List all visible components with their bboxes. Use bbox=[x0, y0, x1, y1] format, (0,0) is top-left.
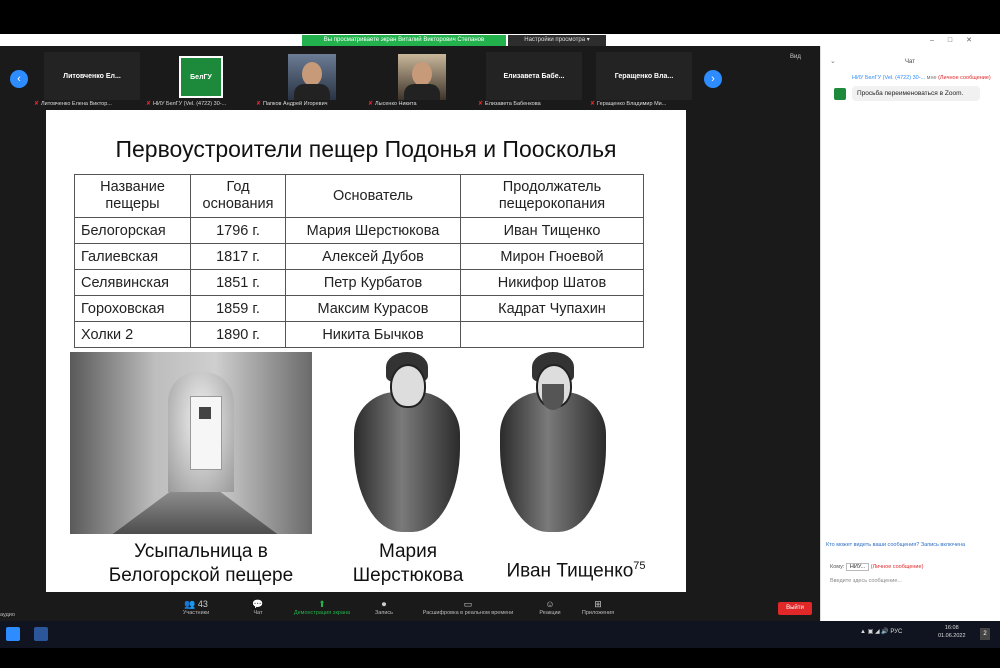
participant-logo-tile[interactable]: БелГУ bbox=[179, 56, 223, 98]
mic-off-icon: ✘ bbox=[590, 101, 596, 107]
cave-name: Галиевская bbox=[75, 244, 191, 270]
bottom-border bbox=[0, 648, 1000, 668]
founder: Никита Бычков bbox=[286, 322, 461, 348]
strip-prev-arrow-icon[interactable]: ‹ bbox=[10, 70, 28, 88]
audio-button[interactable]: аудио bbox=[0, 612, 15, 618]
founder: Алексей Дубов bbox=[286, 244, 461, 270]
ivan-caption: Иван Тищенко$^{75}$ bbox=[506, 560, 646, 582]
cc-icon: ▭ bbox=[463, 599, 473, 609]
cave-name: Холки 2 bbox=[75, 322, 191, 348]
maria-caption: Мария Шерстюкова bbox=[352, 541, 464, 586]
participant-tile[interactable]: Литовченко Ел... bbox=[44, 52, 140, 100]
apps-button[interactable]: ⊞ Приложения bbox=[566, 598, 630, 616]
mic-off-icon: ✘ bbox=[478, 101, 484, 107]
participants-icon: 👥 43 bbox=[184, 599, 208, 609]
reactions-icon: ☺ bbox=[545, 599, 555, 609]
founding-year: 1890 г. bbox=[191, 322, 286, 348]
notifications-icon[interactable]: 2 bbox=[980, 628, 990, 640]
chat-visibility-notice[interactable]: Кто может видеть ваши сообщения? Запись включена bbox=[826, 542, 966, 548]
screen-share-banner bbox=[0, 0, 1000, 34]
participant-name: ✘ Геращенко Владимир Ми... bbox=[590, 101, 667, 107]
message-meta: НИУ БелГУ (Vel. (4722) 30-... мне (Личное сообщение) bbox=[852, 75, 991, 81]
word-taskbar-icon[interactable] bbox=[34, 627, 48, 641]
chat-panel bbox=[820, 46, 1000, 621]
leave-button[interactable]: Выйти bbox=[778, 602, 812, 615]
system-tray[interactable]: ▲ ▣ ◢ 🔊 РУС bbox=[860, 629, 903, 635]
zoom-taskbar-icon[interactable] bbox=[6, 627, 20, 641]
table-row bbox=[75, 322, 644, 348]
slide-page-number: 75 bbox=[633, 560, 646, 572]
mic-off-icon: ✘ bbox=[256, 101, 262, 107]
cave-name: Селявинская bbox=[75, 270, 191, 296]
chat-icon: 💬 bbox=[252, 599, 264, 609]
maria-portrait bbox=[346, 352, 468, 534]
apps-icon: ⊞ bbox=[594, 599, 602, 609]
chat-title: Чат bbox=[905, 59, 915, 65]
chat-recipient-row: Кому: НИУ... (Личное сообщение) bbox=[830, 564, 924, 570]
table-row bbox=[75, 218, 644, 244]
live-transcript-button[interactable]: ▭ Расшифровка в реальном времени bbox=[420, 598, 516, 616]
chat-message: Просьба переименоваться в Zoom. bbox=[852, 86, 980, 101]
founder: Максим Курасов bbox=[286, 296, 461, 322]
participant-tile[interactable]: Геращенко Вла... bbox=[596, 52, 692, 100]
mic-off-icon: ✘ bbox=[368, 101, 374, 107]
founding-year: 1817 г. bbox=[191, 244, 286, 270]
caves-table bbox=[74, 174, 644, 348]
crypt-photo bbox=[70, 352, 312, 534]
successor: Иван Тищенко bbox=[461, 218, 644, 244]
cave-name: Гороховская bbox=[75, 296, 191, 322]
participant-name: ✘ Папков Андрей Игоревич bbox=[256, 101, 328, 107]
participant-video-tile[interactable] bbox=[398, 54, 446, 100]
successor: Мирон Гноевой bbox=[461, 244, 644, 270]
chat-input[interactable]: Введите здесь сообщение... bbox=[830, 578, 902, 584]
participant-tile[interactable]: Елизавета Бабе... bbox=[486, 52, 582, 100]
founder: Мария Шерстюкова bbox=[286, 218, 461, 244]
founder: Петр Курбатов bbox=[286, 270, 461, 296]
crypt-caption: Усыпальница в Белогорской пещере bbox=[108, 541, 294, 586]
founding-year: 1796 г. bbox=[191, 218, 286, 244]
successor: Кадрат Чупахин bbox=[461, 296, 644, 322]
table-row bbox=[75, 270, 644, 296]
ivan-portrait bbox=[492, 352, 614, 534]
view-button[interactable]: Вид bbox=[790, 54, 801, 60]
view-options-button[interactable]: Настройки просмотра ▾ bbox=[508, 35, 606, 46]
shared-slide bbox=[46, 110, 686, 592]
successor bbox=[461, 322, 644, 348]
table-row bbox=[75, 296, 644, 322]
mic-off-icon: ✘ bbox=[34, 101, 40, 107]
slide-title: Первоустроители пещер Подонья и Поосколья bbox=[115, 136, 617, 162]
recipient-select[interactable]: НИУ... bbox=[846, 563, 869, 571]
column-header: Название пещеры bbox=[75, 175, 191, 218]
chat-button[interactable]: 💬 Чат bbox=[226, 598, 290, 616]
collapse-chevron-icon[interactable]: ⌄ bbox=[830, 58, 836, 65]
table-row bbox=[75, 244, 644, 270]
table-header-row bbox=[75, 175, 644, 218]
viewing-screen-indicator: Вы просматриваете экран Виталий Викторович Степанов bbox=[302, 35, 506, 46]
share-screen-button[interactable]: ⬆ Демонстрация экрана bbox=[290, 598, 354, 616]
cave-name: Белогорская bbox=[75, 218, 191, 244]
record-icon: ⏺ bbox=[381, 599, 387, 609]
participants-button[interactable]: 👥 43 Участники bbox=[164, 598, 228, 616]
participant-name: ✘ НИУ БелГУ (Vel. (4722) 30-... bbox=[146, 101, 227, 107]
column-header: Основатель bbox=[286, 175, 461, 218]
reactions-button[interactable]: ☺ Реакции bbox=[518, 598, 582, 616]
founding-year: 1859 г. bbox=[191, 296, 286, 322]
strip-next-arrow-icon[interactable]: › bbox=[704, 70, 722, 88]
participant-name: ✘ Литовченко Елена Виктор... bbox=[34, 101, 112, 107]
participant-name: ✘ Лысенко Никита bbox=[368, 101, 417, 107]
windows-taskbar bbox=[0, 621, 1000, 648]
window-controls[interactable]: –□✕ bbox=[930, 37, 986, 44]
participant-video-tile[interactable] bbox=[288, 54, 336, 100]
sender-avatar bbox=[834, 88, 846, 100]
column-header: Год основания bbox=[191, 175, 286, 218]
record-button[interactable]: ⏺ Запись bbox=[352, 598, 416, 616]
mic-off-icon: ✘ bbox=[146, 101, 152, 107]
column-header: Продолжатель пещерокопания bbox=[461, 175, 644, 218]
successor: Никифор Шатов bbox=[461, 270, 644, 296]
share-screen-icon: ⬆ bbox=[318, 599, 326, 609]
founding-year: 1851 г. bbox=[191, 270, 286, 296]
taskbar-clock[interactable]: 16:08 01.06.2022 bbox=[938, 625, 966, 639]
participant-name: ✘ Елизавета Бабенкова bbox=[478, 101, 541, 107]
